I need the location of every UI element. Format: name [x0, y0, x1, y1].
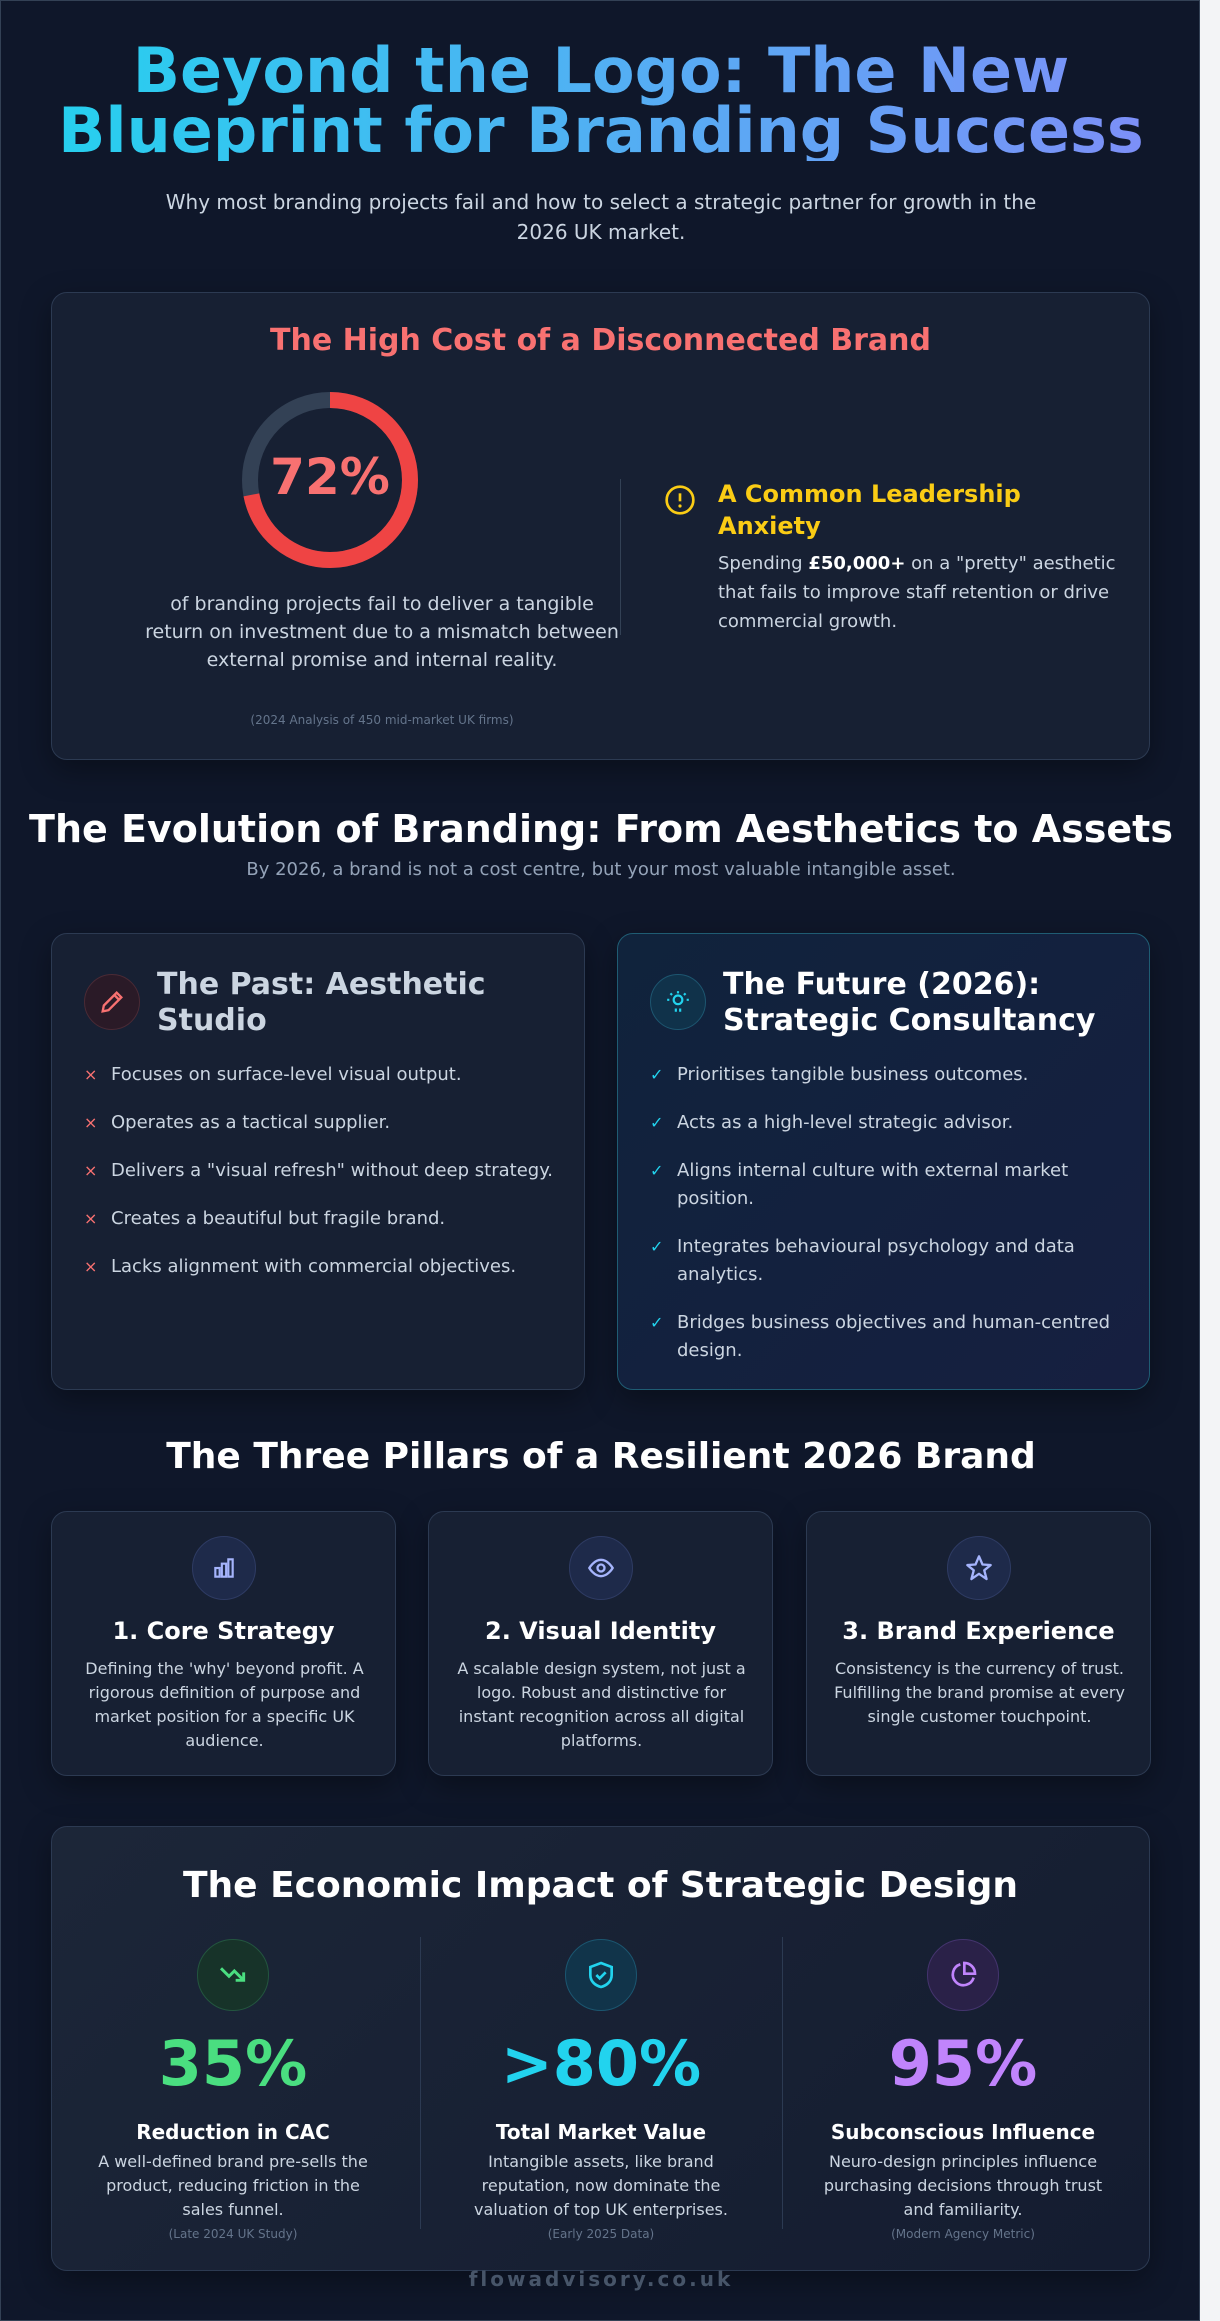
pillar-title: 2. Visual Identity	[485, 1617, 716, 1645]
stat-text: A well-defined brand pre-sells the product, reducing friction in the sales funnel.	[98, 2152, 368, 2219]
pillar-text: Consistency is the currency of trust. Fulfilling the brand promise at every single customer touchpoint.	[834, 1659, 1125, 1726]
check-icon: ✓	[650, 1313, 664, 1332]
lightbulb-icon	[650, 974, 706, 1030]
list-item-text: Lacks alignment with commercial objectives.	[111, 1256, 517, 1277]
pillar-core-strategy	[51, 1511, 396, 1776]
list-item	[84, 1205, 554, 1233]
evolution-subtitle: By 2026, a brand is not a cost centre, but your most valuable intangible asset.	[246, 859, 956, 880]
list-item-text: Integrates behavioural psychology and data analytics.	[677, 1236, 1075, 1285]
pillar-brand-experience	[806, 1511, 1151, 1776]
check-icon: ✓	[650, 1161, 664, 1180]
stat-source: (Early 2025 Data)	[547, 2227, 655, 2241]
footer-site: flowadvisory.co.uk	[468, 2267, 734, 2291]
pillar-text: Defining the 'why' beyond profit. A rigorous definition of purpose and market position for a specific UK audience.	[85, 1659, 364, 1750]
x-icon: ×	[84, 1113, 98, 1132]
list-item-text: Bridges business objectives and human-centred design.	[677, 1312, 1111, 1361]
cost-description: of branding projects fail to deliver a tangible return on investment due to a mismatch between external promise and internal reality.	[145, 593, 619, 671]
economic-heading: The Economic Impact of Strategic Design	[182, 1865, 1019, 1906]
pillar-visual-identity	[428, 1511, 773, 1776]
bar-chart-icon	[192, 1536, 256, 1600]
list-item-text: Delivers a "visual refresh" without deep strategy.	[111, 1160, 554, 1181]
list-item	[84, 1157, 554, 1185]
x-icon: ×	[84, 1209, 98, 1228]
cost-heading: The High Cost of a Disconnected Brand	[270, 323, 931, 358]
stat-text: Neuro-design principles influence purchasing decisions through trust and familiarity.	[823, 2152, 1103, 2219]
page-title: Beyond the Logo: The New Blueprint for Branding Success	[1, 41, 1201, 161]
stat-label: Subconscious Influence	[830, 2120, 1096, 2144]
check-icon: ✓	[650, 1113, 664, 1132]
x-icon: ×	[84, 1065, 98, 1084]
evolution-heading: The Evolution of Branding: From Aesthetics to Assets	[29, 807, 1173, 851]
future-card	[617, 933, 1150, 1390]
stat-value: >80%	[500, 2027, 702, 2100]
anxiety-title: A Common Leadership Anxiety	[718, 480, 1021, 540]
pie-chart-icon	[927, 1939, 999, 2011]
pillar-title: 3. Brand Experience	[842, 1617, 1115, 1645]
list-item	[650, 1157, 1120, 1213]
list-item-text: Prioritises tangible business outcomes.	[677, 1064, 1029, 1085]
stat-market-value	[420, 1937, 782, 2241]
stat-source: (Late 2024 UK Study)	[168, 2227, 298, 2241]
list-item	[650, 1309, 1120, 1365]
list-item-text: Operates as a tactical supplier.	[111, 1112, 391, 1133]
check-icon: ✓	[650, 1237, 664, 1256]
list-item-text: Creates a beautiful but fragile brand.	[111, 1208, 446, 1229]
cost-card	[51, 292, 1150, 760]
stat-subconscious	[782, 1937, 1144, 2241]
stat-value: 35%	[158, 2027, 308, 2100]
anxiety-text: Spending £50,000+ on a "pretty" aesthetic that fails to improve staff retention or drive commercial growth.	[718, 553, 1116, 632]
list-item-text: Aligns internal culture with external market position.	[677, 1160, 1069, 1209]
stat-source: (Modern Agency Metric)	[891, 2227, 1035, 2241]
stat-label: Reduction in CAC	[136, 2120, 330, 2144]
past-card	[51, 933, 585, 1390]
past-title: The Past: Aesthetic Studio	[157, 967, 486, 1038]
page-subtitle: Why most branding projects fail and how to select a strategic partner for growth in the 2026 UK market.	[165, 190, 1037, 244]
stat-cac	[52, 1937, 414, 2241]
stat-text: Intangible assets, like brand reputation, now dominate the valuation of top UK enterprises.	[474, 2152, 728, 2219]
cost-stat: 72%	[270, 448, 390, 506]
alert-circle-icon	[664, 484, 696, 516]
stat-label: Total Market Value	[495, 2120, 707, 2144]
stat-value: 95%	[888, 2027, 1038, 2100]
x-icon: ×	[84, 1257, 98, 1276]
cost-source: (2024 Analysis of 450 mid-market UK firms)	[250, 713, 514, 727]
list-item-text: Focuses on surface-level visual output.	[111, 1064, 462, 1085]
list-item	[84, 1061, 554, 1089]
list-item	[650, 1109, 1120, 1137]
check-icon: ✓	[650, 1065, 664, 1084]
economic-card	[51, 1826, 1150, 2271]
list-item	[650, 1061, 1120, 1089]
list-item	[84, 1109, 554, 1137]
future-title: The Future (2026): Strategic Consultancy	[723, 967, 1096, 1038]
past-list	[84, 1061, 554, 1301]
pillar-text: A scalable design system, not just a logo. Robust and distinctive for instant recognition across all digital platforms.	[457, 1659, 746, 1750]
star-icon	[947, 1536, 1011, 1600]
list-item	[650, 1233, 1120, 1289]
list-item-text: Acts as a high-level strategic advisor.	[677, 1112, 1014, 1133]
pencil-icon	[84, 974, 140, 1030]
divider	[620, 479, 621, 635]
x-icon: ×	[84, 1161, 98, 1180]
list-item	[84, 1253, 554, 1281]
pillars-heading: The Three Pillars of a Resilient 2026 Brand	[166, 1436, 1036, 1477]
trending-down-icon	[197, 1939, 269, 2011]
pillar-title: 1. Core Strategy	[112, 1617, 335, 1645]
future-list	[650, 1061, 1120, 1385]
eye-icon	[569, 1536, 633, 1600]
shield-check-icon	[565, 1939, 637, 2011]
